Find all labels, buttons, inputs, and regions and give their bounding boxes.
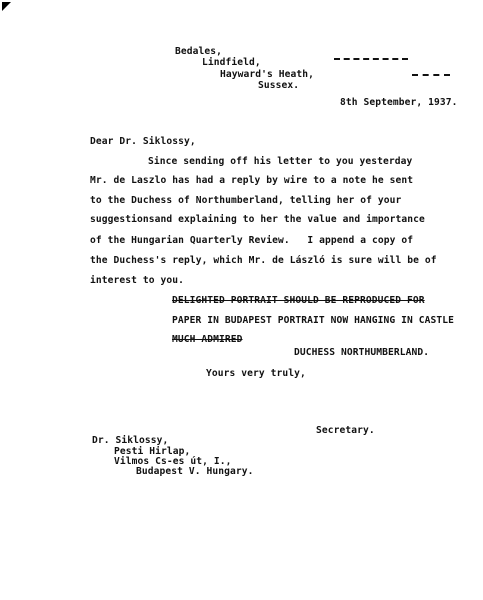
telegram-signature: DUCHESS NORTHUMBERLAND. [294, 347, 430, 358]
recipient-address-line-3: Vilmos Cs-es út, I., [114, 456, 232, 467]
body-line-3: to the Duchess of Northumberland, telling her of your [90, 195, 402, 206]
recipient-address-line-4: Budapest V. Hungary. [136, 466, 254, 477]
body-line-1: Since sending off his letter to you yesterday [148, 156, 413, 167]
recipient-address-line-2: Pesti Hirlap, [114, 446, 191, 457]
sender-address-line-3: Hayward's Heath, [220, 69, 315, 80]
recipient-address-line-1: Dr. Siklossy, [92, 435, 169, 446]
header-rule-2 [412, 74, 450, 76]
signature-title: Secretary. [316, 425, 375, 436]
sender-address-line-1: Bedales, [175, 46, 223, 57]
sender-address-line-2: Lindfield, [202, 57, 261, 68]
closing: Yours very truly, [206, 368, 306, 379]
salutation: Dear Dr. Siklossy, [90, 136, 196, 147]
body-line-4: suggestionsand explaining to her the value and importance [90, 214, 425, 225]
body-line-5: of the Hungarian Quarterly Review. I append a copy of [90, 235, 414, 246]
corner-fold-mark [2, 2, 11, 11]
telegram-line-1: DELIGHTED PORTRAIT SHOULD BE REPRODUCED FOR [172, 295, 425, 306]
body-line-2: Mr. de Laszlo has had a reply by wire to a note he sent [90, 175, 414, 186]
sender-address-line-4: Sussex. [258, 80, 300, 91]
body-line-7: interest to you. [90, 275, 185, 286]
telegram-line-3: MUCH ADMIRED [172, 334, 243, 345]
letter-date: 8th September, 1937. [340, 97, 458, 108]
body-line-6: the Duchess's reply, which Mr. de László is sure will be of [90, 255, 437, 266]
header-rule-1 [334, 58, 408, 60]
telegram-line-2: PAPER IN BUDAPEST PORTRAIT NOW HANGING IN CASTLE [172, 315, 455, 326]
